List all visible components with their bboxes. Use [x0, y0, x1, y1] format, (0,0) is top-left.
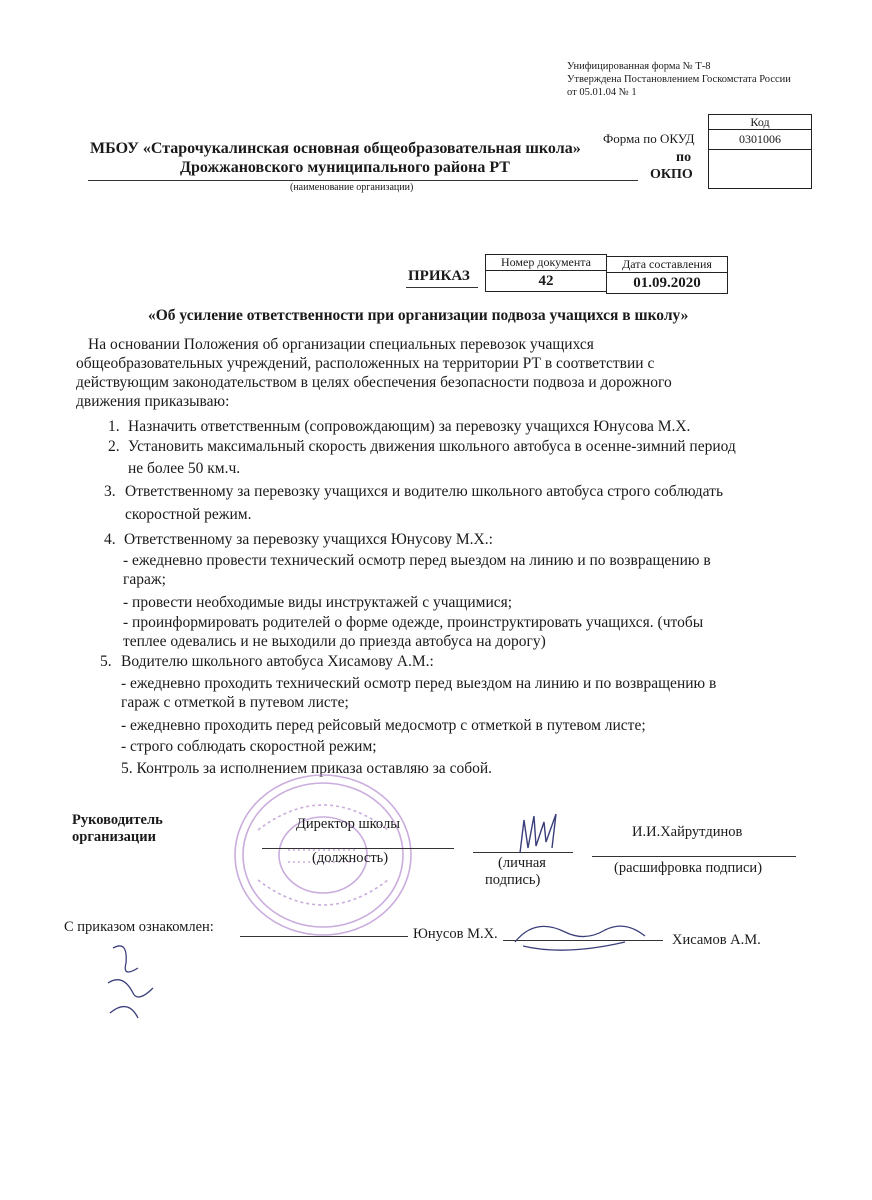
- name-line: [592, 856, 796, 857]
- item3-line2: скоростной режим.: [125, 506, 252, 523]
- person2-signature-icon: [505, 912, 655, 957]
- head-label-2: организации: [72, 829, 156, 845]
- director-signature-icon: [500, 808, 580, 863]
- doc-date-header-cell: [606, 256, 728, 273]
- acquainted-label: С приказом ознакомлен:: [64, 919, 214, 935]
- code-header: Код: [750, 115, 770, 129]
- person1-line: [240, 936, 408, 937]
- item2-num: 2.: [108, 438, 120, 455]
- form-note-line3: от 05.01.04 № 1: [567, 87, 637, 98]
- name-caption: (расшифровка подписи): [614, 860, 763, 876]
- item4-sub5: теплее одевались и не выходили до приезда автобуса на дорогу): [123, 633, 546, 650]
- item4-line1: Ответственному за перевозку учащихся Юнусову М.Х.:: [124, 531, 493, 548]
- control-line: 5. Контроль за исполнением приказа оставляю за собой.: [121, 760, 493, 777]
- doc-number: 42: [538, 273, 554, 289]
- position-line: [262, 848, 454, 849]
- okpo-value-cell: [708, 149, 812, 189]
- doc-type: ПРИКАЗ: [408, 268, 470, 284]
- item3-num: 3.: [104, 483, 116, 500]
- person1-signature-icon: [98, 938, 168, 1028]
- org-name-line1: МБОУ «Старочукалинская основная общеобразовательная школа»: [90, 140, 581, 157]
- doc-number-header: Номер документа: [500, 255, 592, 269]
- org-name-line2: Дрожжановского муниципального района РТ: [180, 159, 510, 176]
- item2-line2: не более 50 км.ч.: [128, 460, 241, 477]
- personal-caption-1: (личная: [498, 855, 546, 871]
- doc-date-cell: [606, 272, 728, 294]
- item5-num: 5.: [100, 653, 112, 670]
- item3-line1: Ответственному за перевозку учащихся и водителю школьного автобуса строго соблюдать: [125, 483, 724, 500]
- person2-name: Хисамов А.М.: [672, 932, 761, 948]
- personal-caption-2: подпись): [485, 872, 541, 888]
- item4-sub2: гараж;: [123, 571, 166, 588]
- okpo-label-po: по: [676, 150, 692, 165]
- head-label-1: Руководитель: [72, 812, 163, 828]
- position: Директор школы: [296, 816, 400, 832]
- intro-line4: движения приказываю:: [76, 393, 230, 410]
- code-header-cell: [708, 114, 812, 130]
- intro-line2: общеобразовательных учреждений, расположенных на территории РТ в соответствии с: [76, 355, 655, 372]
- doc-type-underline: [406, 287, 478, 288]
- position-caption: (должность): [312, 850, 389, 866]
- okud-value: 0301006: [739, 132, 781, 146]
- item1-num: 1.: [108, 418, 120, 435]
- person1-name: Юнусов М.Х.: [413, 926, 498, 942]
- doc-number-cell: [485, 270, 607, 292]
- okud-label: Форма по ОКУД: [603, 131, 695, 146]
- item4-sub1: - ежедневно провести технический осмотр перед выездом на линию и по возвращению в: [123, 552, 711, 569]
- item5-line1: Водителю школьного автобуса Хисамову А.М.:: [121, 653, 434, 670]
- item1-line1: Назначить ответственным (сопровождающим) за перевозку учащихся Юнусова М.Х.: [128, 418, 691, 435]
- doc-number-header-cell: [485, 254, 607, 271]
- form-note-line2: Утверждена Постановлением Госкомстата России: [567, 74, 791, 85]
- item5-sub2: гараж с отметкой в путевом листе;: [121, 694, 349, 711]
- item4-num: 4.: [104, 531, 116, 548]
- form-note-line1: Унифицированная форма № Т-8: [567, 61, 711, 72]
- item5-sub3: - ежедневно проходить перед рейсовый медосмотр с отметкой в путевом листе;: [121, 717, 646, 734]
- intro-line3: действующим законодательством в целях обеспечения безопасности подвоза и дорожного: [76, 374, 672, 391]
- doc-date-header: Дата составления: [622, 257, 712, 271]
- item4-sub3: - провести необходимые виды инструктажей с учащимися;: [123, 594, 513, 611]
- director-name: И.И.Хайрутдинов: [632, 824, 743, 840]
- org-name-underline: [88, 180, 638, 181]
- doc-title: «Об усиление ответственности при организации подвоза учащихся в школу»: [148, 307, 689, 324]
- item5-sub1: - ежедневно проходить технический осмотр перед выездом на линию и по возвращению в: [121, 675, 717, 692]
- org-caption: (наименование организации): [290, 182, 414, 193]
- item5-sub4: - строго соблюдать скоростной режим;: [121, 738, 377, 755]
- item4-sub4: - проинформировать родителей о форме одежде, проинструктировать учащихся. (чтобы: [123, 614, 704, 631]
- okud-value-cell: [708, 129, 812, 150]
- okpo-label: ОКПО: [650, 167, 693, 182]
- intro-line1: На основании Положения об организации специальных перевозок учащихся: [88, 336, 594, 353]
- doc-date: 01.09.2020: [633, 275, 701, 291]
- item2-line1: Установить максимальный скорость движения школьного автобуса в осенне-зимний период: [128, 438, 736, 455]
